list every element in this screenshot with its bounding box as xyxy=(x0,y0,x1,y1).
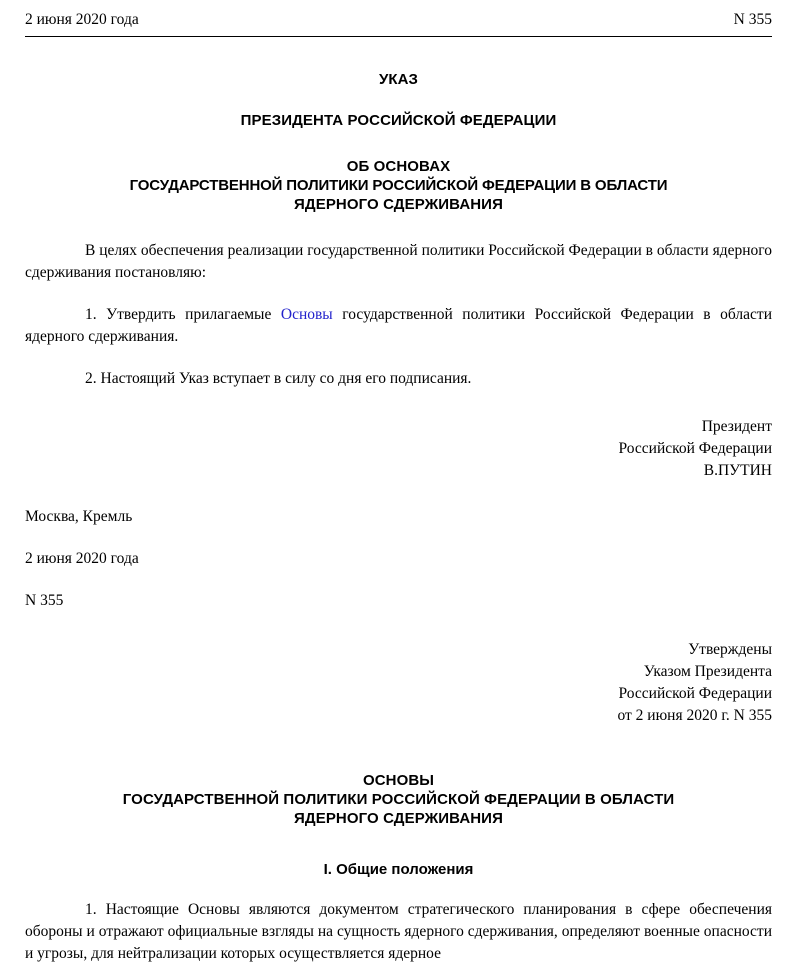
approval-line-4: от 2 июня 2020 г. N 355 xyxy=(617,707,772,724)
fundamentals-title-heading xyxy=(25,771,772,828)
section-heading-general-provisions: I. Общие положения xyxy=(323,861,474,878)
clause-1-text-before-link: 1. Утвердить прилагаемые xyxy=(85,306,281,323)
preamble-paragraph: В целях обеспечения реализации государственной политики Российской Федерации в области ядерного сдерживания постановляю: xyxy=(25,242,772,281)
decree-title-line-2: ГОСУДАРСТВЕННОЙ ПОЛИТИКИ РОССИЙСКОЙ ФЕДЕРАЦИИ В ОБЛАСТИ xyxy=(129,177,668,194)
place-and-date-block xyxy=(25,506,772,612)
signature-name: В.ПУТИН xyxy=(703,462,772,479)
place-number-line: N 355 xyxy=(25,592,64,609)
fundamentals-title-line-1: ОСНОВЫ xyxy=(362,772,435,789)
clause-1-text-after-link: государственной политики Российской Федерации в области ядерного сдерживания. xyxy=(25,306,772,345)
approval-block xyxy=(25,639,772,727)
decree-title-line-1: ОБ ОСНОВАХ xyxy=(346,158,451,175)
header-document-number: N 355 xyxy=(733,11,772,28)
clause-2-paragraph: 2. Настоящий Указ вступает в силу со дня его подписания. xyxy=(85,370,472,387)
osnovy-link[interactable]: Основы xyxy=(280,306,333,323)
decree-issuer-heading: ПРЕЗИДЕНТА РОССИЙСКОЙ ФЕДЕРАЦИИ xyxy=(240,112,557,129)
signature-block xyxy=(25,416,772,482)
signature-role: Президент xyxy=(701,418,772,435)
decree-kind-heading: УКАЗ xyxy=(378,71,419,88)
decree-title-line-3: ЯДЕРНОГО СДЕРЖИВАНИЯ xyxy=(294,196,503,213)
approval-line-3: Российской Федерации xyxy=(618,685,772,702)
fundamentals-title-line-2: ГОСУДАРСТВЕННОЙ ПОЛИТИКИ РОССИЙСКОЙ ФЕДЕРАЦИИ В ОБЛАСТИ xyxy=(122,791,675,808)
decree-title-heading xyxy=(25,157,772,214)
signature-country: Российской Федерации xyxy=(618,440,772,457)
approval-line-1: Утверждены xyxy=(688,641,772,658)
document-header xyxy=(25,0,772,30)
place-date-line: 2 июня 2020 года xyxy=(25,550,139,567)
approval-line-2: Указом Президента xyxy=(643,663,772,680)
place-line: Москва, Кремль xyxy=(25,508,133,525)
fundamentals-paragraph-1: 1. Настоящие Основы являются документом стратегического планирования в сфере обеспечения обороны и отражают официальные взгляды на сущность ядерного сдерживания, определяют военные опасности и угрозы, для нейтрализации которых осуществляется ядерное xyxy=(25,901,772,962)
header-date: 2 июня 2020 года xyxy=(25,11,139,28)
header-divider xyxy=(25,36,772,37)
clause-1-paragraph xyxy=(25,304,772,348)
fundamentals-title-line-3: ЯДЕРНОГО СДЕРЖИВАНИЯ xyxy=(294,810,503,827)
